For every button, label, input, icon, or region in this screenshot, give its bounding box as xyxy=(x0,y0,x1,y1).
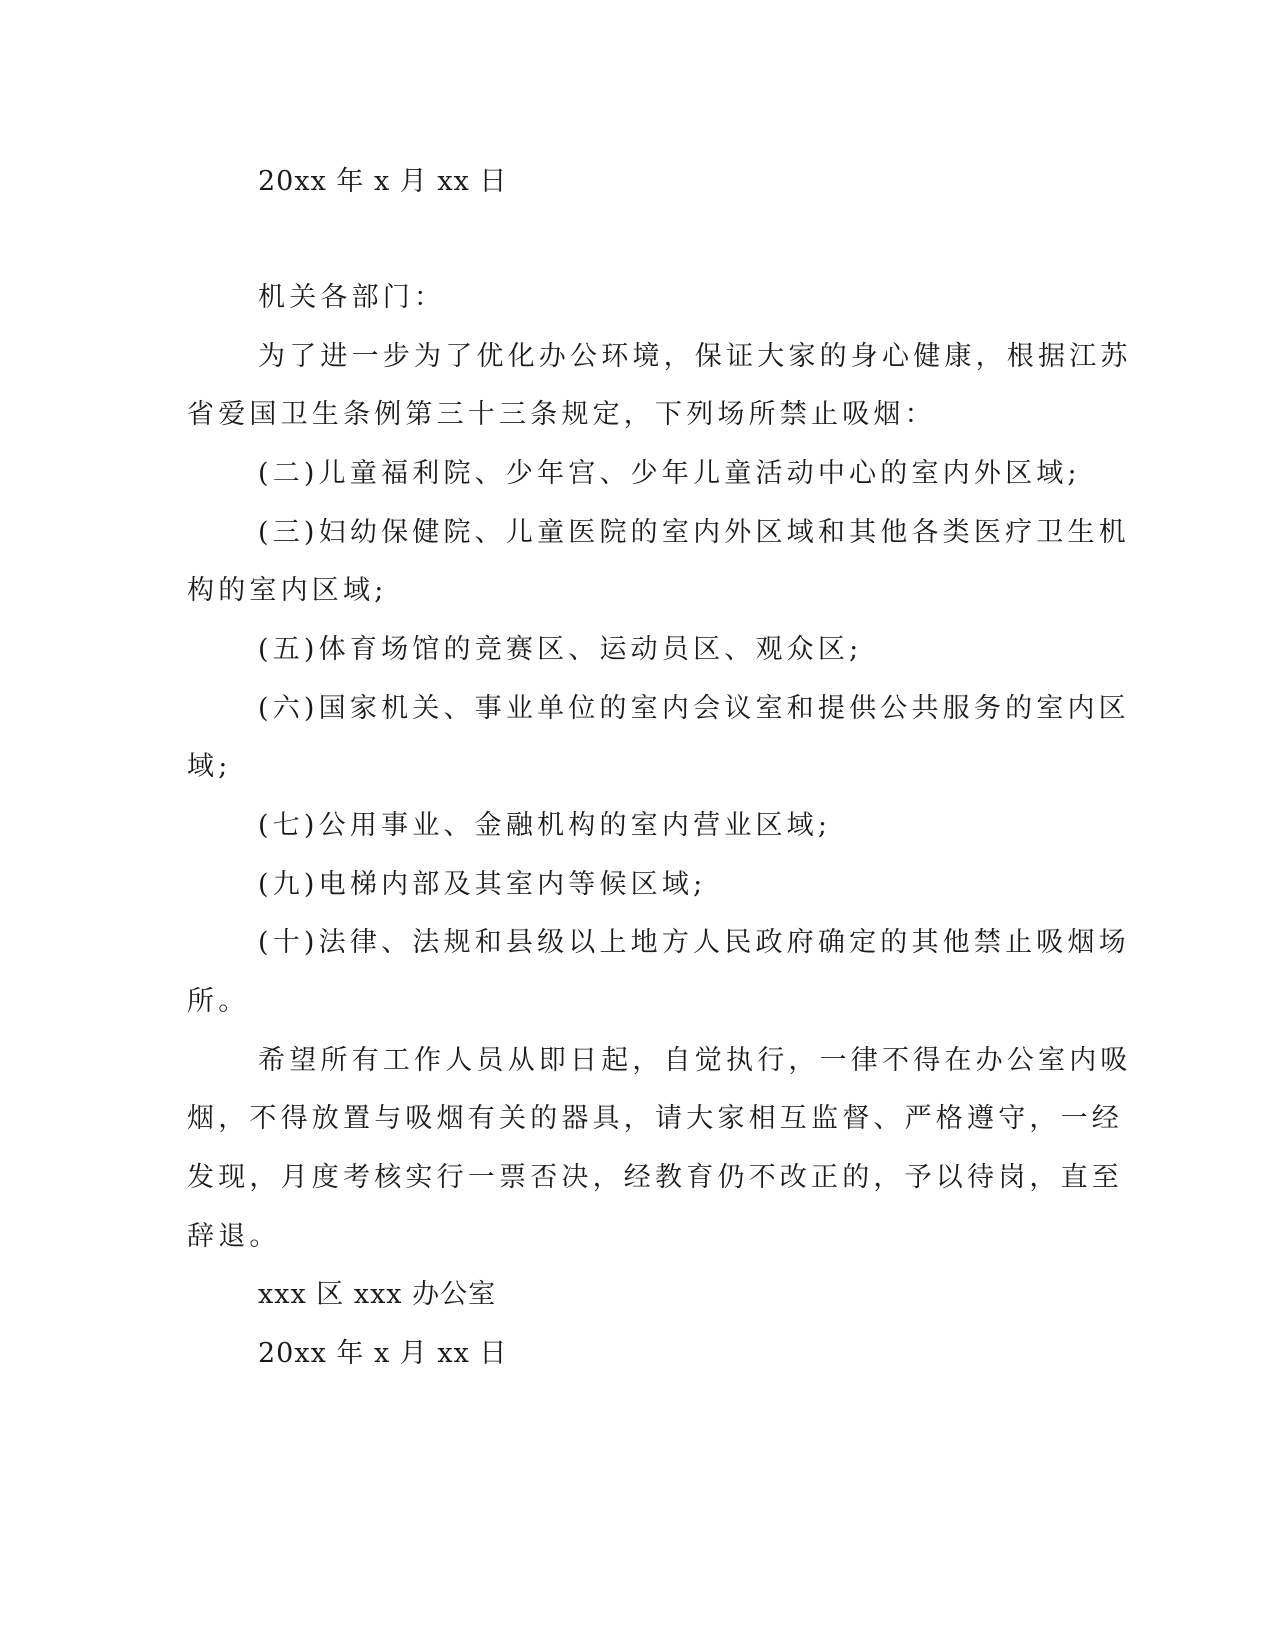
list-item-9: (九)电梯内部及其室内等候区域; xyxy=(258,869,707,900)
list-item-7: (七)公用事业、金融机构的室内营业区域; xyxy=(258,810,832,841)
closing-line-1: 希望所有工作人员从即日起，自觉执行，一律不得在办公室内吸 xyxy=(258,1045,1132,1076)
list-item-10: (十)法律、法规和县级以上地方人民政府确定的其他禁止吸烟场 xyxy=(258,927,1130,958)
list-item-2: (二)儿童福利院、少年宫、少年儿童活动中心的室内外区域; xyxy=(258,458,1081,489)
header-date: 20xx 年 x 月 xx 日 xyxy=(258,166,508,197)
intro-line-1: 为了进一步为了优化办公环境，保证大家的身心健康，根据江苏 xyxy=(258,341,1132,372)
salutation: 机关各部门： xyxy=(258,282,446,313)
list-item-3-cont: 构的室内区域; xyxy=(187,575,388,606)
intro-line-2: 省爱国卫生条例第三十三条规定，下列场所禁止吸烟： xyxy=(187,399,936,430)
signature-date: 20xx 年 x 月 xx 日 xyxy=(258,1338,508,1369)
list-item-10-cont: 所。 xyxy=(187,986,250,1017)
list-item-5: (五)体育场馆的竞赛区、运动员区、观众区; xyxy=(258,634,863,665)
list-item-6: (六)国家机关、事业单位的室内会议室和提供公共服务的室内区 xyxy=(258,693,1130,724)
closing-line-3: 发现，月度考核实行一票否决，经教育仍不改正的，予以待岗，直至 xyxy=(187,1162,1123,1193)
signature-office: xxx 区 xxx 办公室 xyxy=(258,1279,497,1310)
list-item-3: (三)妇幼保健院、儿童医院的室内外区域和其他各类医疗卫生机 xyxy=(258,517,1130,548)
closing-line-2: 烟，不得放置与吸烟有关的器具，请大家相互监督、严格遵守，一经 xyxy=(187,1103,1123,1134)
list-item-6-cont: 域; xyxy=(187,751,232,782)
closing-line-4: 辞退。 xyxy=(187,1221,281,1252)
